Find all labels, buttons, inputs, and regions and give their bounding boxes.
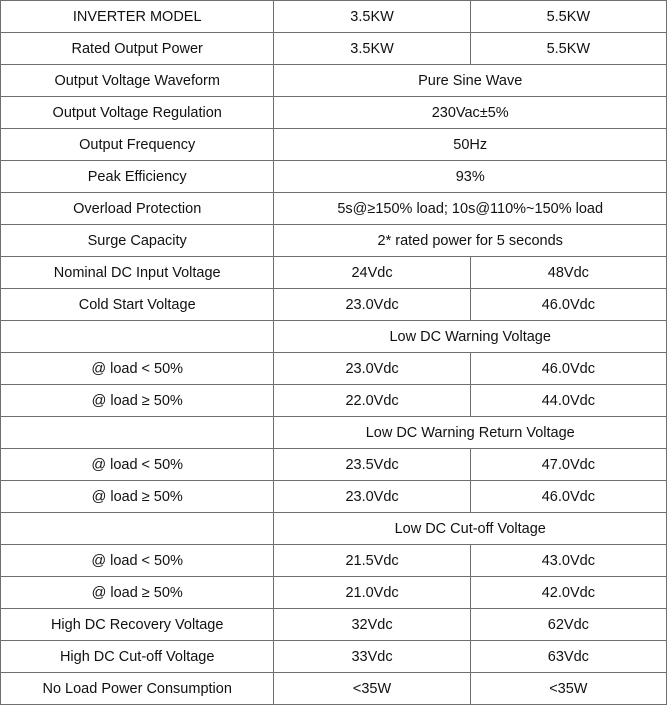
- value-cell-model-b: 43.0Vdc: [470, 545, 666, 577]
- value-cell-model-a: 23.5Vdc: [274, 449, 470, 481]
- value-cell-model-a: 23.0Vdc: [274, 353, 470, 385]
- table-row: [1, 385, 667, 417]
- value-cell-model-a: <35W: [274, 673, 470, 705]
- table-row: [1, 225, 667, 257]
- value-cell-model-b: 44.0Vdc: [470, 385, 666, 417]
- value-cell-model-b: 46.0Vdc: [470, 353, 666, 385]
- value-cell-shared: 2* rated power for 5 seconds: [274, 225, 667, 257]
- value-cell-model-a: 22.0Vdc: [274, 385, 470, 417]
- value-cell-model-b: 5.5KW: [470, 33, 666, 65]
- value-cell-model-a: 3.5KW: [274, 33, 470, 65]
- row-label-cell: High DC Cut-off Voltage: [1, 641, 274, 673]
- value-cell-model-b: 63Vdc: [470, 641, 666, 673]
- table-row: [1, 481, 667, 513]
- spec-table-body: [1, 1, 667, 705]
- row-label-cell: @ load ≥ 50%: [1, 481, 274, 513]
- value-cell-model-b: 42.0Vdc: [470, 577, 666, 609]
- value-cell-model-a: 23.0Vdc: [274, 481, 470, 513]
- table-row: [1, 193, 667, 225]
- value-cell-model-a: 3.5KW: [274, 1, 470, 33]
- value-cell-model-a: 33Vdc: [274, 641, 470, 673]
- table-row: [1, 289, 667, 321]
- section-spacer-cell: [1, 417, 274, 449]
- table-row: [1, 545, 667, 577]
- row-label-cell: High DC Recovery Voltage: [1, 609, 274, 641]
- value-cell-model-b: 47.0Vdc: [470, 449, 666, 481]
- table-row: [1, 161, 667, 193]
- table-row: [1, 1, 667, 33]
- row-label-cell: Surge Capacity: [1, 225, 274, 257]
- value-cell-model-b: 62Vdc: [470, 609, 666, 641]
- table-row: [1, 353, 667, 385]
- value-cell-model-a: 24Vdc: [274, 257, 470, 289]
- table-row: [1, 417, 667, 449]
- row-label-cell: @ load < 50%: [1, 353, 274, 385]
- section-heading-cell: Low DC Warning Return Voltage: [274, 417, 667, 449]
- table-row: [1, 609, 667, 641]
- section-heading-cell: Low DC Cut-off Voltage: [274, 513, 667, 545]
- value-cell-model-a: 23.0Vdc: [274, 289, 470, 321]
- value-cell-shared: 230Vac±5%: [274, 97, 667, 129]
- table-row: [1, 33, 667, 65]
- section-spacer-cell: [1, 321, 274, 353]
- table-row: [1, 673, 667, 705]
- row-label-cell: Output Frequency: [1, 129, 274, 161]
- table-row: [1, 577, 667, 609]
- table-row: [1, 321, 667, 353]
- table-row: [1, 129, 667, 161]
- section-heading-cell: Low DC Warning Voltage: [274, 321, 667, 353]
- row-label-cell: Output Voltage Regulation: [1, 97, 274, 129]
- row-label-cell: @ load ≥ 50%: [1, 385, 274, 417]
- table-row: [1, 65, 667, 97]
- row-label-cell: Cold Start Voltage: [1, 289, 274, 321]
- value-cell-model-b: 46.0Vdc: [470, 289, 666, 321]
- value-cell-model-b: 5.5KW: [470, 1, 666, 33]
- row-label-cell: Output Voltage Waveform: [1, 65, 274, 97]
- value-cell-model-a: 21.0Vdc: [274, 577, 470, 609]
- table-row: [1, 449, 667, 481]
- table-row: [1, 257, 667, 289]
- value-cell-model-b: <35W: [470, 673, 666, 705]
- row-label-cell: @ load < 50%: [1, 449, 274, 481]
- row-label-cell: @ load ≥ 50%: [1, 577, 274, 609]
- value-cell-model-a: 21.5Vdc: [274, 545, 470, 577]
- table-row: [1, 641, 667, 673]
- value-cell-shared: Pure Sine Wave: [274, 65, 667, 97]
- value-cell-model-a: 32Vdc: [274, 609, 470, 641]
- table-row: [1, 513, 667, 545]
- row-label-cell: INVERTER MODEL: [1, 1, 274, 33]
- value-cell-shared: 93%: [274, 161, 667, 193]
- row-label-cell: Peak Efficiency: [1, 161, 274, 193]
- value-cell-shared: 5s@≥150% load; 10s@110%~150% load: [274, 193, 667, 225]
- section-spacer-cell: [1, 513, 274, 545]
- value-cell-model-b: 46.0Vdc: [470, 481, 666, 513]
- row-label-cell: Nominal DC Input Voltage: [1, 257, 274, 289]
- value-cell-shared: 50Hz: [274, 129, 667, 161]
- table-row: [1, 97, 667, 129]
- row-label-cell: Overload Protection: [1, 193, 274, 225]
- value-cell-model-b: 48Vdc: [470, 257, 666, 289]
- row-label-cell: Rated Output Power: [1, 33, 274, 65]
- row-label-cell: No Load Power Consumption: [1, 673, 274, 705]
- row-label-cell: @ load < 50%: [1, 545, 274, 577]
